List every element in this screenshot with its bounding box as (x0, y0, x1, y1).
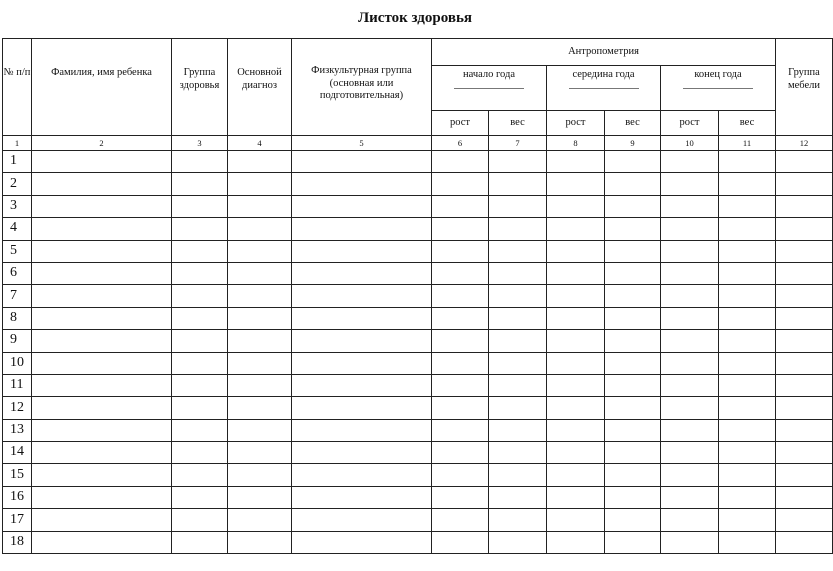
table-cell[interactable] (489, 195, 547, 217)
row-number: 6 (3, 262, 32, 284)
table-cell[interactable] (172, 531, 228, 553)
table-cell[interactable] (547, 352, 605, 374)
table-cell[interactable] (228, 151, 292, 173)
table-cell[interactable] (776, 307, 833, 329)
header-phys-group: Физкультурная группа (основная или подготовительная) (292, 39, 432, 136)
row-number: 9 (3, 330, 32, 352)
table-cell[interactable] (228, 173, 292, 195)
table-row (3, 352, 833, 374)
column-number: 6 (432, 136, 489, 151)
table-cell[interactable] (32, 397, 172, 419)
table-cell[interactable] (292, 374, 432, 396)
table-cell[interactable] (172, 173, 228, 195)
table-cell[interactable] (719, 285, 776, 307)
table-cell[interactable] (432, 240, 489, 262)
table-cell[interactable] (292, 464, 432, 486)
table-cell[interactable] (172, 509, 228, 531)
row-number: 16 (3, 486, 32, 508)
table-cell[interactable] (547, 195, 605, 217)
row-number: 11 (3, 374, 32, 396)
table-cell[interactable] (661, 173, 719, 195)
header-anthropometry: Антропометрия (432, 39, 776, 66)
table-cell[interactable] (432, 397, 489, 419)
table-cell[interactable] (432, 285, 489, 307)
table-cell[interactable] (292, 486, 432, 508)
table-cell[interactable] (172, 307, 228, 329)
table-cell[interactable] (547, 419, 605, 441)
table-cell[interactable] (719, 195, 776, 217)
table-cell[interactable] (32, 352, 172, 374)
column-number: 8 (547, 136, 605, 151)
table-cell[interactable] (547, 531, 605, 553)
table-cell[interactable] (661, 330, 719, 352)
table-cell[interactable] (605, 464, 661, 486)
table-cell[interactable] (489, 307, 547, 329)
row-number: 1 (3, 151, 32, 173)
table-cell[interactable] (228, 442, 292, 464)
table-cell[interactable] (32, 218, 172, 240)
table-cell[interactable] (228, 240, 292, 262)
header-period-end (661, 66, 776, 111)
column-number: 1 (3, 136, 32, 151)
table-cell[interactable] (228, 531, 292, 553)
table-cell[interactable] (605, 262, 661, 284)
table-cell[interactable] (776, 352, 833, 374)
table-cell[interactable] (547, 374, 605, 396)
header-weight: вес (719, 111, 776, 136)
table-cell[interactable] (292, 151, 432, 173)
table-cell[interactable] (605, 509, 661, 531)
table-cell[interactable] (605, 195, 661, 217)
table-cell[interactable] (432, 419, 489, 441)
table-cell[interactable] (605, 173, 661, 195)
table-cell[interactable] (605, 419, 661, 441)
table-cell[interactable] (547, 486, 605, 508)
table-cell[interactable] (432, 509, 489, 531)
table-row (3, 397, 833, 419)
table-cell[interactable] (172, 195, 228, 217)
table-cell[interactable] (489, 352, 547, 374)
table-cell[interactable] (228, 285, 292, 307)
table-cell[interactable] (489, 285, 547, 307)
table-cell[interactable] (292, 419, 432, 441)
table-cell[interactable] (292, 173, 432, 195)
table-row (3, 419, 833, 441)
table-cell[interactable] (776, 397, 833, 419)
table-cell[interactable] (292, 442, 432, 464)
table-cell[interactable] (776, 151, 833, 173)
table-cell[interactable] (32, 151, 172, 173)
table-row (3, 509, 833, 531)
table-cell[interactable] (432, 442, 489, 464)
table-cell[interactable] (776, 531, 833, 553)
period-underline (569, 88, 639, 89)
table-cell[interactable] (776, 330, 833, 352)
table-cell[interactable] (661, 374, 719, 396)
table-cell[interactable] (228, 486, 292, 508)
table-cell[interactable] (228, 419, 292, 441)
period-label: середина года (572, 69, 635, 80)
table-cell[interactable] (32, 195, 172, 217)
table-cell[interactable] (661, 218, 719, 240)
table-cell[interactable] (719, 262, 776, 284)
header-health-group: Группа здоровья (172, 39, 228, 136)
table-row (3, 218, 833, 240)
table-row (3, 330, 833, 352)
table-cell[interactable] (776, 262, 833, 284)
table-cell[interactable] (605, 531, 661, 553)
table-cell[interactable] (489, 486, 547, 508)
table-cell[interactable] (776, 419, 833, 441)
header-period-start (432, 66, 547, 111)
table-cell[interactable] (719, 464, 776, 486)
table-cell[interactable] (776, 442, 833, 464)
table-cell[interactable] (661, 509, 719, 531)
table-cell[interactable] (719, 509, 776, 531)
table-cell[interactable] (719, 173, 776, 195)
health-sheet-table (2, 38, 833, 554)
table-cell[interactable] (605, 486, 661, 508)
column-number: 9 (605, 136, 661, 151)
table-row (3, 151, 833, 173)
table-cell[interactable] (228, 397, 292, 419)
table-cell[interactable] (32, 240, 172, 262)
table-row (3, 285, 833, 307)
table-cell[interactable] (228, 464, 292, 486)
table-row (3, 262, 833, 284)
table-cell[interactable] (172, 374, 228, 396)
table-cell[interactable] (661, 486, 719, 508)
table-cell[interactable] (228, 262, 292, 284)
row-number: 18 (3, 531, 32, 553)
table-cell[interactable] (432, 374, 489, 396)
table-cell[interactable] (776, 173, 833, 195)
row-number: 8 (3, 307, 32, 329)
table-cell[interactable] (776, 285, 833, 307)
table-cell[interactable] (719, 151, 776, 173)
period-underline (683, 88, 753, 89)
table-cell[interactable] (719, 330, 776, 352)
table-cell[interactable] (432, 531, 489, 553)
table-cell[interactable] (172, 218, 228, 240)
table-cell[interactable] (489, 173, 547, 195)
table-cell[interactable] (776, 240, 833, 262)
table-cell[interactable] (432, 330, 489, 352)
table-row (3, 531, 833, 553)
table-row (3, 307, 833, 329)
table-cell[interactable] (432, 307, 489, 329)
table-cell[interactable] (292, 352, 432, 374)
table-row (3, 374, 833, 396)
table-cell[interactable] (32, 442, 172, 464)
table-cell[interactable] (547, 307, 605, 329)
table-cell[interactable] (489, 442, 547, 464)
header-main-diagnosis: Основной диагноз (228, 39, 292, 136)
row-number: 14 (3, 442, 32, 464)
page-title: Листок здоровья (357, 10, 472, 26)
table-cell[interactable] (605, 397, 661, 419)
table-cell[interactable] (292, 509, 432, 531)
table-cell[interactable] (172, 419, 228, 441)
table-cell[interactable] (172, 352, 228, 374)
table-cell[interactable] (432, 262, 489, 284)
period-label: конец года (694, 69, 742, 80)
header-furniture-group: Группа мебели (776, 39, 833, 136)
table-row (3, 442, 833, 464)
header-height: рост (661, 111, 719, 136)
row-number: 5 (3, 240, 32, 262)
table-cell[interactable] (32, 531, 172, 553)
table-cell[interactable] (228, 352, 292, 374)
table-cell[interactable] (292, 262, 432, 284)
row-number: 4 (3, 218, 32, 240)
table-cell[interactable] (547, 464, 605, 486)
table-cell[interactable] (292, 307, 432, 329)
table-cell[interactable] (172, 151, 228, 173)
row-number: 12 (3, 397, 32, 419)
table-cell[interactable] (661, 352, 719, 374)
table-cell[interactable] (719, 419, 776, 441)
table-row (3, 464, 833, 486)
table-cell[interactable] (776, 374, 833, 396)
header-period-middle (547, 66, 661, 111)
table-cell[interactable] (719, 397, 776, 419)
column-number: 12 (776, 136, 833, 151)
table-cell[interactable] (547, 442, 605, 464)
table-cell[interactable] (661, 531, 719, 553)
table-cell[interactable] (292, 218, 432, 240)
table-cell[interactable] (432, 464, 489, 486)
table-cell[interactable] (489, 262, 547, 284)
table-cell[interactable] (228, 218, 292, 240)
table-cell[interactable] (605, 352, 661, 374)
table-cell[interactable] (489, 218, 547, 240)
table-cell[interactable] (489, 151, 547, 173)
table-cell[interactable] (719, 240, 776, 262)
table-cell[interactable] (661, 195, 719, 217)
table-cell[interactable] (605, 285, 661, 307)
table-row (3, 486, 833, 508)
table-cell[interactable] (32, 486, 172, 508)
table-cell[interactable] (661, 285, 719, 307)
table-cell[interactable] (292, 240, 432, 262)
table-cell[interactable] (228, 307, 292, 329)
table-cell[interactable] (32, 374, 172, 396)
column-number: 2 (32, 136, 172, 151)
table-body (3, 136, 833, 554)
row-number: 17 (3, 509, 32, 531)
table-cell[interactable] (605, 151, 661, 173)
table-cell[interactable] (32, 509, 172, 531)
table-cell[interactable] (292, 330, 432, 352)
column-number: 4 (228, 136, 292, 151)
table-cell[interactable] (489, 419, 547, 441)
table-cell[interactable] (605, 330, 661, 352)
table-cell[interactable] (661, 397, 719, 419)
table-cell[interactable] (547, 285, 605, 307)
table-row (3, 173, 833, 195)
table-cell[interactable] (605, 442, 661, 464)
table-cell[interactable] (719, 307, 776, 329)
table-cell[interactable] (32, 285, 172, 307)
table-cell[interactable] (172, 285, 228, 307)
table-cell[interactable] (547, 509, 605, 531)
table-cell[interactable] (719, 442, 776, 464)
table-cell[interactable] (489, 509, 547, 531)
column-number-row (3, 136, 833, 151)
table-cell[interactable] (605, 240, 661, 262)
table-cell[interactable] (547, 397, 605, 419)
table-cell[interactable] (719, 352, 776, 374)
column-number: 7 (489, 136, 547, 151)
table-cell[interactable] (432, 173, 489, 195)
table-cell[interactable] (661, 262, 719, 284)
table-cell[interactable] (776, 509, 833, 531)
column-number: 5 (292, 136, 432, 151)
table-cell[interactable] (432, 151, 489, 173)
table-cell[interactable] (228, 195, 292, 217)
table-cell[interactable] (432, 195, 489, 217)
table-cell[interactable] (172, 262, 228, 284)
column-number: 10 (661, 136, 719, 151)
table-cell[interactable] (172, 442, 228, 464)
table-cell[interactable] (776, 464, 833, 486)
table-cell[interactable] (489, 464, 547, 486)
table-row (3, 195, 833, 217)
table-cell[interactable] (605, 374, 661, 396)
table-cell[interactable] (228, 509, 292, 531)
table-cell[interactable] (292, 531, 432, 553)
row-number: 13 (3, 419, 32, 441)
table-cell[interactable] (292, 195, 432, 217)
table-cell[interactable] (489, 240, 547, 262)
table-cell[interactable] (32, 173, 172, 195)
header-height: рост (547, 111, 605, 136)
table-cell[interactable] (32, 419, 172, 441)
table-cell[interactable] (292, 285, 432, 307)
table-row (3, 240, 833, 262)
table-cell[interactable] (432, 486, 489, 508)
table-cell[interactable] (292, 397, 432, 419)
table-cell[interactable] (661, 442, 719, 464)
table-cell[interactable] (661, 464, 719, 486)
table-cell[interactable] (228, 330, 292, 352)
table-cell[interactable] (432, 218, 489, 240)
table-cell[interactable] (172, 486, 228, 508)
table-cell[interactable] (719, 531, 776, 553)
table-cell[interactable] (489, 397, 547, 419)
period-underline (454, 88, 524, 89)
table-cell[interactable] (172, 464, 228, 486)
table-cell[interactable] (489, 374, 547, 396)
header-row-1 (3, 39, 833, 66)
table-cell[interactable] (719, 486, 776, 508)
column-number: 3 (172, 136, 228, 151)
table-cell[interactable] (719, 218, 776, 240)
table-cell[interactable] (661, 419, 719, 441)
header-height: рост (432, 111, 489, 136)
row-number: 2 (3, 173, 32, 195)
table-cell[interactable] (547, 173, 605, 195)
table-cell[interactable] (719, 374, 776, 396)
table-cell[interactable] (547, 240, 605, 262)
period-label: начало года (462, 69, 515, 80)
row-number: 7 (3, 285, 32, 307)
table-cell[interactable] (605, 218, 661, 240)
table-cell[interactable] (776, 486, 833, 508)
header-number: № п/п (3, 39, 32, 136)
table-cell[interactable] (172, 330, 228, 352)
header-weight: вес (605, 111, 661, 136)
table-cell[interactable] (172, 397, 228, 419)
table-cell[interactable] (32, 464, 172, 486)
header-child-name: Фамилия, имя ребенка (32, 39, 172, 136)
table-cell[interactable] (776, 218, 833, 240)
table-cell[interactable] (547, 330, 605, 352)
table-cell[interactable] (489, 330, 547, 352)
table-cell[interactable] (228, 374, 292, 396)
table-cell[interactable] (32, 262, 172, 284)
table-cell[interactable] (547, 262, 605, 284)
header-weight: вес (489, 111, 547, 136)
table-cell[interactable] (661, 307, 719, 329)
table-cell[interactable] (432, 352, 489, 374)
table-cell[interactable] (661, 151, 719, 173)
table-cell[interactable] (661, 240, 719, 262)
table-cell[interactable] (32, 330, 172, 352)
column-number: 11 (719, 136, 776, 151)
table-cell[interactable] (489, 531, 547, 553)
table-cell[interactable] (547, 218, 605, 240)
row-number: 10 (3, 352, 32, 374)
table-cell[interactable] (547, 151, 605, 173)
table-cell[interactable] (32, 307, 172, 329)
row-number: 15 (3, 464, 32, 486)
table-cell[interactable] (172, 240, 228, 262)
row-number: 3 (3, 195, 32, 217)
table-cell[interactable] (605, 307, 661, 329)
table-cell[interactable] (776, 195, 833, 217)
